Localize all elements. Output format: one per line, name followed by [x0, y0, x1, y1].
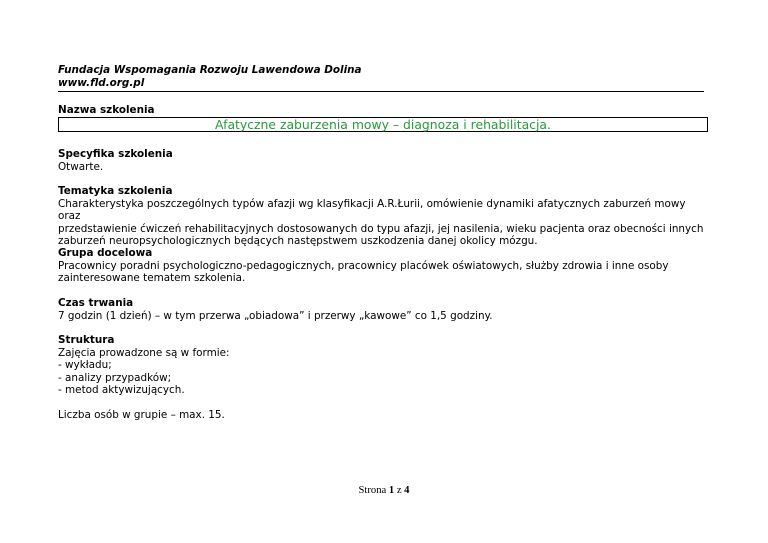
topic-line: Charakterystyka poszczególnych typów afazji wg klasyfikacji A.R.Łurii, omówienie dynamiki afatycznych zaburzeń mowy oraz	[58, 197, 686, 223]
specification-section	[58, 148, 708, 173]
specification-value: Otwarte.	[58, 160, 104, 173]
target-group-line: zainteresowane tematem szkolenia.	[58, 272, 246, 285]
structure-section	[58, 334, 708, 397]
duration-label: Czas trwania	[58, 297, 134, 309]
footer-page-number: 1	[388, 485, 395, 496]
topic-section	[58, 185, 708, 248]
page-footer	[0, 485, 768, 496]
footer-page-total: 4	[404, 485, 410, 496]
duration-section	[58, 297, 708, 322]
training-name-section	[58, 104, 708, 117]
structure-label: Struktura	[58, 334, 115, 346]
group-size-section	[58, 409, 708, 422]
training-name-label: Nazwa szkolenia	[58, 104, 155, 116]
org-website: www.fld.org.pl	[58, 77, 145, 89]
group-size-text: Liczba osób w grupie – max. 15.	[58, 409, 225, 421]
footer-separator: z	[396, 485, 402, 496]
structure-line: Zajęcia prowadzone są w formie:	[58, 346, 230, 359]
page-header	[58, 64, 704, 90]
structure-line: - metod aktywizujących.	[58, 384, 185, 397]
topic-line: zaburzeń neuropsychologicznych będących następstwem uszkodzenia danej okolicy mózgu.	[58, 235, 538, 248]
specification-label: Specyfika szkolenia	[58, 148, 173, 160]
duration-value: 7 godzin (1 dzień) – w tym przerwa „obiadowa” i przerwy „kawowe” co 1,5 godziny.	[58, 309, 493, 322]
topic-line: przedstawienie ćwiczeń rehabilitacyjnych dostosowanych do typu afazji, jej nasilenia, wieku pacjenta oraz obecności innych	[58, 222, 704, 235]
structure-line: - wykładu;	[58, 359, 112, 372]
target-group-label: Grupa docelowa	[58, 247, 153, 259]
structure-line: - analizy przypadków;	[58, 371, 172, 384]
footer-prefix: Strona	[358, 485, 387, 496]
target-group-line: Pracownicy poradni psychologiczno-pedagogicznych, pracownicy placówek oświatowych, służby zdrowia i inne osoby	[58, 259, 669, 272]
org-name: Fundacja Wspomagania Rozwoju Lawendowa Dolina	[58, 64, 362, 76]
training-title-box: Afatyczne zaburzenia mowy – diagnoza i rehabilitacja.	[58, 117, 708, 132]
topic-label: Tematyka szkolenia	[58, 185, 173, 197]
target-group-section	[58, 247, 708, 285]
header-divider	[58, 91, 704, 92]
